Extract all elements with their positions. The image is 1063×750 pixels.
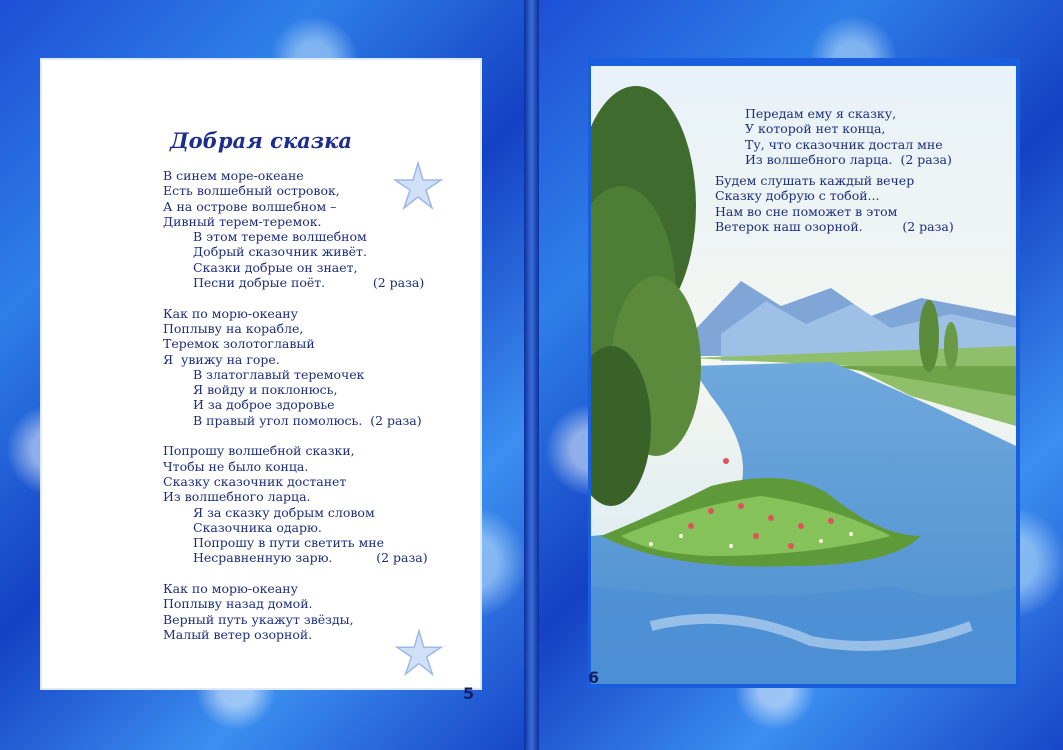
stanza-gap — [163, 290, 428, 305]
star-decoration-icon — [392, 160, 444, 212]
book-spine — [524, 0, 539, 750]
right-page — [539, 0, 1063, 750]
poem-line: Поплыву на корабле, — [163, 320, 304, 336]
poem-line: Попрошу волшебной сказки, — [163, 443, 355, 459]
poem-line: Передам ему я сказку, — [745, 106, 897, 121]
poem-line: В этом тереме волшебном — [193, 229, 367, 245]
poem-line: Чтобы не было конца. — [163, 458, 309, 474]
poem-line: И за доброе здоровье — [193, 397, 335, 413]
poem-line: Я увижу на горе. — [163, 351, 280, 367]
stanza-gap — [163, 428, 428, 443]
poem-line: Попрошу в пути светить мне — [193, 535, 384, 551]
poem-line: Сказочника одарю. — [193, 519, 322, 535]
poem-line: Есть волшебный островок, — [163, 183, 340, 199]
poem-line: Из волшебного ларца. (2 раза) — [745, 151, 952, 167]
poem-line: Песни добрые поёт. (2 раза) — [193, 275, 425, 291]
stanza-gap — [163, 566, 428, 581]
poem-line: Несравненную зарю. (2 раза) — [193, 550, 428, 566]
poem-line: Как по морю-океану — [163, 305, 298, 321]
poem-line: Сказку сказочник достанет — [163, 473, 347, 489]
page-number: 6 — [588, 668, 600, 687]
poem-line: Малый ветер озорной. — [163, 626, 313, 642]
poem-line: Нам во сне поможет в этом — [715, 203, 898, 219]
poem-line: Дивный терем-теремок. — [163, 213, 322, 229]
poem-line: Сказку добрую с тобой... — [715, 188, 880, 204]
page-title: Добрая сказка — [170, 128, 352, 153]
poem-line: Я за сказку добрым словом — [193, 504, 375, 520]
poem-line: Теремок золотоглавый — [163, 336, 315, 352]
poem-line: Верный путь укажут звёзды, — [163, 611, 354, 627]
poem-line: Будем слушать каждый вечер — [715, 173, 915, 189]
poem-line: Поплыву назад домой. — [163, 596, 313, 612]
text-sheet — [42, 60, 480, 688]
poem-line: Ветерок наш озорной. (2 раза) — [715, 219, 954, 235]
poem-line: Ту, что сказочник достал мне — [745, 136, 943, 152]
poem-line: Как по морю-океану — [163, 581, 298, 597]
poem-line: Добрый сказочник живёт. — [193, 244, 367, 260]
poem-line: В златоглавый теремочек — [193, 366, 365, 382]
poem-left — [163, 168, 428, 642]
landscape-painting — [591, 66, 1016, 684]
star-decoration-icon — [394, 628, 444, 678]
poem-line: А на острове волшебном – — [163, 198, 337, 214]
poem-line: Сказки добрые он знает, — [193, 259, 358, 275]
poem-line: Я войду и поклонюсь, — [193, 382, 338, 398]
poem-line: В правый угол помолюсь. (2 раза) — [193, 412, 422, 428]
poem-line: У которой нет конца, — [745, 121, 886, 137]
poem-line: Из волшебного ларца. — [163, 489, 311, 505]
left-page — [0, 0, 524, 750]
page-number: 5 — [463, 684, 475, 703]
poem-right — [715, 106, 954, 234]
poem-line: В синем море-океане — [163, 168, 304, 183]
